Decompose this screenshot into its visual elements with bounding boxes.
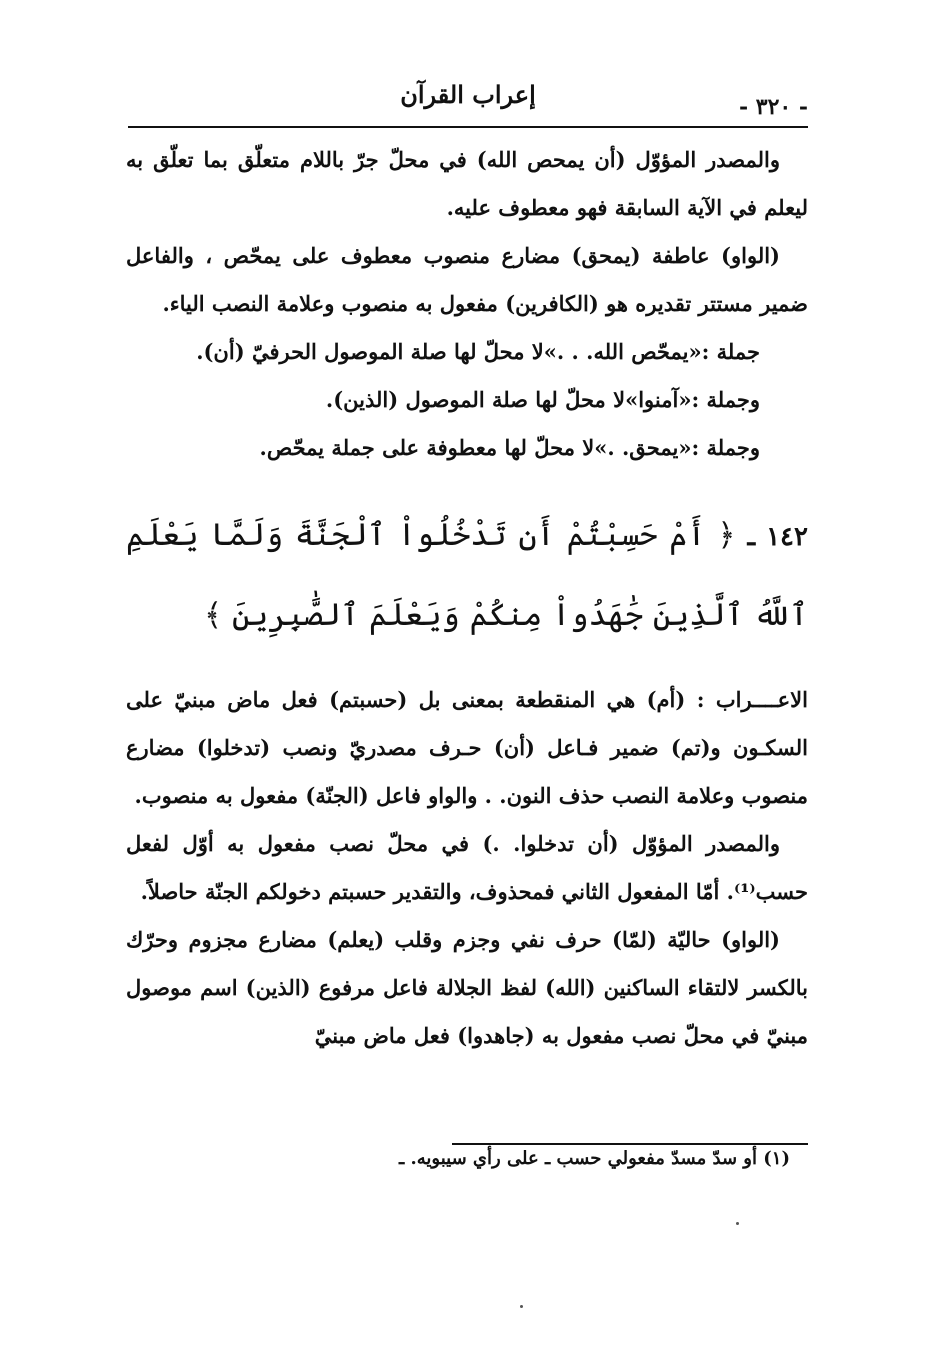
verse-text: ﴿ أَمْ حَسِبْتُمْ أَن تَدْخُلُواْ ٱلْجَنَّةَ وَلَمَّا يَعْلَمِ ٱللَّهُ ٱلَّذِينَ جَٰهَدُواْ مِنكُمْ وَيَعْلَمَ ٱلصَّٰبِرِينَ ﴾ — [126, 517, 808, 633]
irab-paragraph — [126, 676, 808, 820]
jumla-line: وجملة :«آمنوا»لا محلّ لها صلة الموصول (الذين). — [325, 387, 760, 412]
paragraph-masdar: والمصدر المؤوّل (أن يمحص الله) في محلّ جرّ باللام متعلّق بما تعلّق به ليعلم في الآية السابقة فهو معطوف عليه. — [126, 147, 808, 220]
irab-text: (أم) هي المنقطعة بمعنى بل (حسبتم) فعل ماض مبنيّ على السكـون و(تم) ضمير فـاعل (أن) حـرف مصدريّ ونصب (تدخلوا) مضارع منصوب وعلامة النصب حذف النون. . والواو فاعل (الجنّة) مفعول به منصوب. — [126, 687, 808, 808]
scan-speck — [520, 1305, 523, 1308]
running-title: إعراب القرآن — [400, 80, 536, 109]
quran-verse — [126, 496, 808, 654]
irab-label: الاعــــراب : — [696, 687, 808, 712]
page-number: - ٣٢٠ - — [738, 94, 808, 120]
footnote: (١) أو سدّ مسدّ مفعولي حسب ـ على رأي سيبويه. ـ — [398, 1148, 790, 1169]
scan-speck — [736, 1222, 739, 1225]
paragraph-masdar-tadkhulu: والمصدر المؤوّل (أن تدخلوا. .) في محلّ نصب مفعول به أوّل لفعل حسب⁽¹⁾. أمّا المفعول الثاني فمحذوف، والتقدير حسبتم دخولكم الجنّة حاصلاً. — [126, 831, 808, 904]
paragraph-waw-haliya: (الواو) حاليّة (لمّا) حرف نفي وجزم وقلب (يعلم) مضارع مجزوم وحرّك بالكسر لالتقاء الساكنين (الله) لفظ الجلالة فاعل مرفوع (الذين) اسم موصول مبنيّ في محلّ نصب مفعول به (جاهدوا) فعل ماض مبنيّ — [126, 927, 808, 1048]
page-header — [128, 78, 808, 128]
footnote-divider — [452, 1143, 808, 1145]
verse-number: ١٤٢ ـ — [747, 522, 808, 552]
jumla-line: وجملة :«يمحق. .»لا محلّ لها معطوفة على جملة يمحّص. — [259, 435, 760, 460]
jumla-line: جملة :«يمحّص الله. . .»لا محلّ لها صلة الموصول الحرفيّ (أن). — [196, 339, 760, 364]
paragraph-waw-yamhaq: (الواو) عاطفة (يمحق) مضارع منصوب معطوف على يمحّص ، والفاعل ضمير مستتر تقديره هو (الكافرين) مفعول به منصوب وعلامة النصب الياء. — [126, 243, 808, 316]
page-body — [126, 136, 808, 1060]
